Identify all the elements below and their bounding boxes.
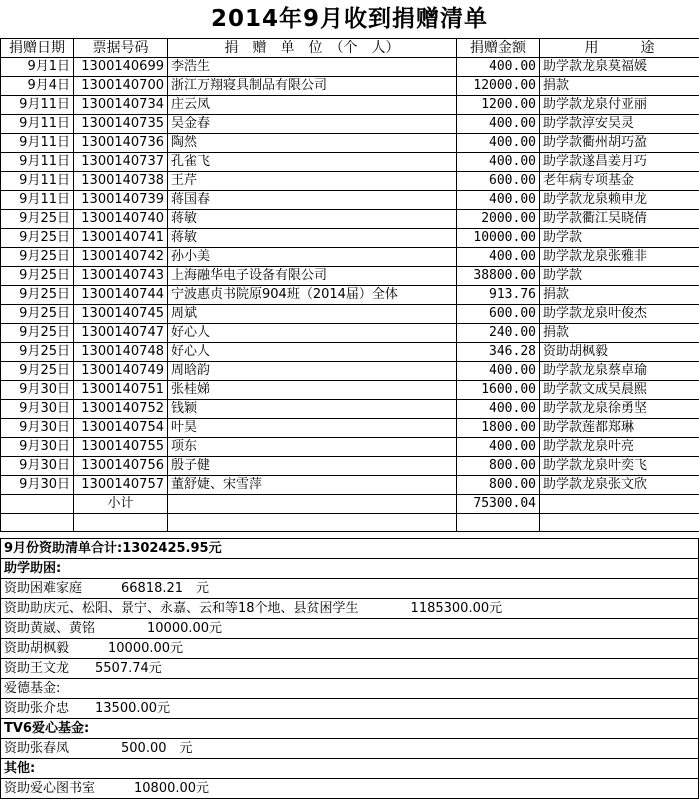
row-unit: 董舒婕、宋雪萍 [168, 476, 457, 495]
row-ticket: 1300140756 [74, 457, 168, 476]
row-unit: 孙小美 [168, 248, 457, 267]
summary-row [1, 699, 699, 719]
table-row [1, 343, 699, 362]
row-use: 助学款遂昌姜月巧 [540, 153, 699, 172]
row-use: 助学款 [540, 229, 699, 248]
row-amount: 1200.00 [457, 96, 540, 115]
summary-table [0, 538, 699, 799]
header-use: 用 途 [540, 39, 699, 58]
row-amount: 400.00 [457, 248, 540, 267]
summary-row [1, 759, 699, 779]
row-use: 捐款 [540, 286, 699, 305]
row-date: 9月25日 [1, 248, 74, 267]
row-amount: 913.76 [457, 286, 540, 305]
row-ticket: 1300140755 [74, 438, 168, 457]
row-use: 捐款 [540, 77, 699, 96]
table-row [1, 419, 699, 438]
summary-line: 资助张介忠 13500.00元 [1, 699, 699, 719]
row-amount: 800.00 [457, 476, 540, 495]
row-ticket: 1300140740 [74, 210, 168, 229]
summary-line: 其他: [1, 759, 699, 779]
table-row [1, 362, 699, 381]
table-row [1, 286, 699, 305]
row-date: 9月11日 [1, 153, 74, 172]
row-use: 助学款龙泉徐勇坚 [540, 400, 699, 419]
row-date: 9月4日 [1, 77, 74, 96]
row-use: 助学款龙泉赖申龙 [540, 191, 699, 210]
row-date: 9月30日 [1, 438, 74, 457]
row-date: 9月11日 [1, 96, 74, 115]
row-date: 9月1日 [1, 58, 74, 77]
row-use: 助学款龙泉付亚丽 [540, 96, 699, 115]
row-amount: 600.00 [457, 172, 540, 191]
row-ticket: 1300140742 [74, 248, 168, 267]
row-use: 助学款龙泉蔡卓瑜 [540, 362, 699, 381]
summary-row [1, 719, 699, 739]
subtotal-row [1, 495, 699, 514]
donation-table [0, 38, 699, 532]
table-row [1, 210, 699, 229]
table-row [1, 229, 699, 248]
row-date: 9月30日 [1, 457, 74, 476]
row-unit: 王芹 [168, 172, 457, 191]
summary-row [1, 679, 699, 699]
row-unit: 项东 [168, 438, 457, 457]
table-row [1, 134, 699, 153]
header-unit: 捐 赠 单 位 （个 人） [168, 39, 457, 58]
row-use: 老年病专项基金 [540, 172, 699, 191]
table-row [1, 77, 699, 96]
subtotal-empty [540, 495, 699, 514]
row-unit: 吴金春 [168, 115, 457, 134]
row-amount: 400.00 [457, 153, 540, 172]
summary-row [1, 599, 699, 619]
table-row [1, 115, 699, 134]
blank-cell [540, 514, 699, 532]
row-amount: 1800.00 [457, 419, 540, 438]
row-use: 助学款淳安吴灵 [540, 115, 699, 134]
row-ticket: 1300140735 [74, 115, 168, 134]
row-ticket: 1300140736 [74, 134, 168, 153]
row-ticket: 1300140751 [74, 381, 168, 400]
row-date: 9月11日 [1, 134, 74, 153]
summary-line: 资助胡枫毅 10000.00元 [1, 639, 699, 659]
row-date: 9月25日 [1, 267, 74, 286]
row-amount: 10000.00 [457, 229, 540, 248]
summary-row [1, 659, 699, 679]
row-ticket: 1300140757 [74, 476, 168, 495]
row-amount: 400.00 [457, 191, 540, 210]
row-unit: 陶然 [168, 134, 457, 153]
row-ticket: 1300140700 [74, 77, 168, 96]
table-row [1, 191, 699, 210]
row-use: 助学款莲都郑琳 [540, 419, 699, 438]
row-use: 助学款衢州胡巧盈 [540, 134, 699, 153]
row-date: 9月11日 [1, 115, 74, 134]
row-unit: 张桂娣 [168, 381, 457, 400]
row-amount: 12000.00 [457, 77, 540, 96]
row-unit: 浙江万翔寝具制品有限公司 [168, 77, 457, 96]
row-ticket: 1300140699 [74, 58, 168, 77]
table-row [1, 476, 699, 495]
row-date: 9月25日 [1, 324, 74, 343]
summary-line: 资助助庆元、松阳、景宁、永嘉、云和等18个地、县贫困学生 1185300.00元 [1, 599, 699, 619]
row-ticket: 1300140748 [74, 343, 168, 362]
summary-row [1, 539, 699, 559]
table-header-row [1, 39, 699, 58]
table-row [1, 305, 699, 324]
row-use: 助学款龙泉张雅非 [540, 248, 699, 267]
row-use: 助学款龙泉叶俊杰 [540, 305, 699, 324]
row-date: 9月30日 [1, 381, 74, 400]
summary-line: 9月份资助清单合计:1302425.95元 [1, 539, 699, 559]
row-unit: 叶昊 [168, 419, 457, 438]
table-row [1, 438, 699, 457]
row-unit: 周斌 [168, 305, 457, 324]
header-date: 捐赠日期 [1, 39, 74, 58]
row-unit: 好心人 [168, 324, 457, 343]
row-unit: 蒋敏 [168, 210, 457, 229]
row-date: 9月25日 [1, 362, 74, 381]
subtotal-label: 小计 [74, 495, 168, 514]
row-unit: 蒋国春 [168, 191, 457, 210]
summary-row [1, 579, 699, 599]
row-unit: 殷子健 [168, 457, 457, 476]
summary-row [1, 779, 699, 799]
row-use: 资助胡枫毅 [540, 343, 699, 362]
summary-line: 资助困难家庭 66818.21 元 [1, 579, 699, 599]
summary-line: 资助爱心图书室 10800.00元 [1, 779, 699, 799]
table-row [1, 457, 699, 476]
row-ticket: 1300140744 [74, 286, 168, 305]
summary-line: 爱德基金: [1, 679, 699, 699]
row-date: 9月11日 [1, 191, 74, 210]
subtotal-empty [1, 495, 74, 514]
table-row [1, 153, 699, 172]
row-use: 助学款龙泉叶奕飞 [540, 457, 699, 476]
row-date: 9月11日 [1, 172, 74, 191]
row-use: 捐款 [540, 324, 699, 343]
summary-row [1, 619, 699, 639]
row-ticket: 1300140734 [74, 96, 168, 115]
row-date: 9月30日 [1, 419, 74, 438]
row-ticket: 1300140754 [74, 419, 168, 438]
row-amount: 346.28 [457, 343, 540, 362]
row-unit: 蒋敏 [168, 229, 457, 248]
row-ticket: 1300140752 [74, 400, 168, 419]
subtotal-empty [168, 495, 457, 514]
row-use: 助学款衢江吴晓倩 [540, 210, 699, 229]
summary-row [1, 639, 699, 659]
table-row [1, 248, 699, 267]
row-amount: 38800.00 [457, 267, 540, 286]
row-ticket: 1300140738 [74, 172, 168, 191]
row-amount: 400.00 [457, 134, 540, 153]
row-unit: 周晗韵 [168, 362, 457, 381]
row-use: 助学款文成吴晨熙 [540, 381, 699, 400]
summary-line: 助学助困: [1, 559, 699, 579]
table-row [1, 324, 699, 343]
row-unit: 孔雀飞 [168, 153, 457, 172]
row-use: 助学款 [540, 267, 699, 286]
summary-line: 资助黄崴、黄铭 10000.00元 [1, 619, 699, 639]
blank-cell [168, 514, 457, 532]
row-ticket: 1300140743 [74, 267, 168, 286]
table-row [1, 96, 699, 115]
row-ticket: 1300140737 [74, 153, 168, 172]
row-use: 助学款龙泉叶亮 [540, 438, 699, 457]
blank-row [1, 514, 699, 532]
row-ticket: 1300140739 [74, 191, 168, 210]
row-ticket: 1300140745 [74, 305, 168, 324]
row-ticket: 1300140749 [74, 362, 168, 381]
table-row [1, 400, 699, 419]
row-unit: 李浩生 [168, 58, 457, 77]
table-row [1, 381, 699, 400]
row-use: 助学款龙泉莫福媛 [540, 58, 699, 77]
row-ticket: 1300140747 [74, 324, 168, 343]
summary-row [1, 739, 699, 759]
blank-cell [1, 514, 74, 532]
blank-cell [457, 514, 540, 532]
summary-line: TV6爱心基金: [1, 719, 699, 739]
row-date: 9月25日 [1, 343, 74, 362]
row-amount: 400.00 [457, 400, 540, 419]
table-row [1, 58, 699, 77]
row-amount: 400.00 [457, 58, 540, 77]
row-amount: 1600.00 [457, 381, 540, 400]
row-amount: 2000.00 [457, 210, 540, 229]
header-amount: 捐赠金额 [457, 39, 540, 58]
row-date: 9月25日 [1, 286, 74, 305]
page-title: 2014年9月收到捐赠清单 [0, 0, 699, 38]
row-unit: 好心人 [168, 343, 457, 362]
row-unit: 钱颖 [168, 400, 457, 419]
row-unit: 上海融华电子设备有限公司 [168, 267, 457, 286]
row-amount: 400.00 [457, 115, 540, 134]
row-date: 9月25日 [1, 210, 74, 229]
row-use: 助学款龙泉张文欣 [540, 476, 699, 495]
row-unit: 庄云凤 [168, 96, 457, 115]
row-ticket: 1300140741 [74, 229, 168, 248]
row-date: 9月25日 [1, 229, 74, 248]
row-unit: 宁波惠贞书院原904班（2014届）全体 [168, 286, 457, 305]
blank-cell [74, 514, 168, 532]
subtotal-amount: 75300.04 [457, 495, 540, 514]
summary-line: 资助张春凤 500.00 元 [1, 739, 699, 759]
row-date: 9月30日 [1, 400, 74, 419]
row-date: 9月30日 [1, 476, 74, 495]
summary-row [1, 559, 699, 579]
row-amount: 240.00 [457, 324, 540, 343]
header-ticket: 票据号码 [74, 39, 168, 58]
row-amount: 800.00 [457, 457, 540, 476]
table-row [1, 172, 699, 191]
table-row [1, 267, 699, 286]
row-date: 9月25日 [1, 305, 74, 324]
row-amount: 400.00 [457, 362, 540, 381]
summary-line: 资助王文龙 5507.74元 [1, 659, 699, 679]
row-amount: 400.00 [457, 438, 540, 457]
row-amount: 600.00 [457, 305, 540, 324]
